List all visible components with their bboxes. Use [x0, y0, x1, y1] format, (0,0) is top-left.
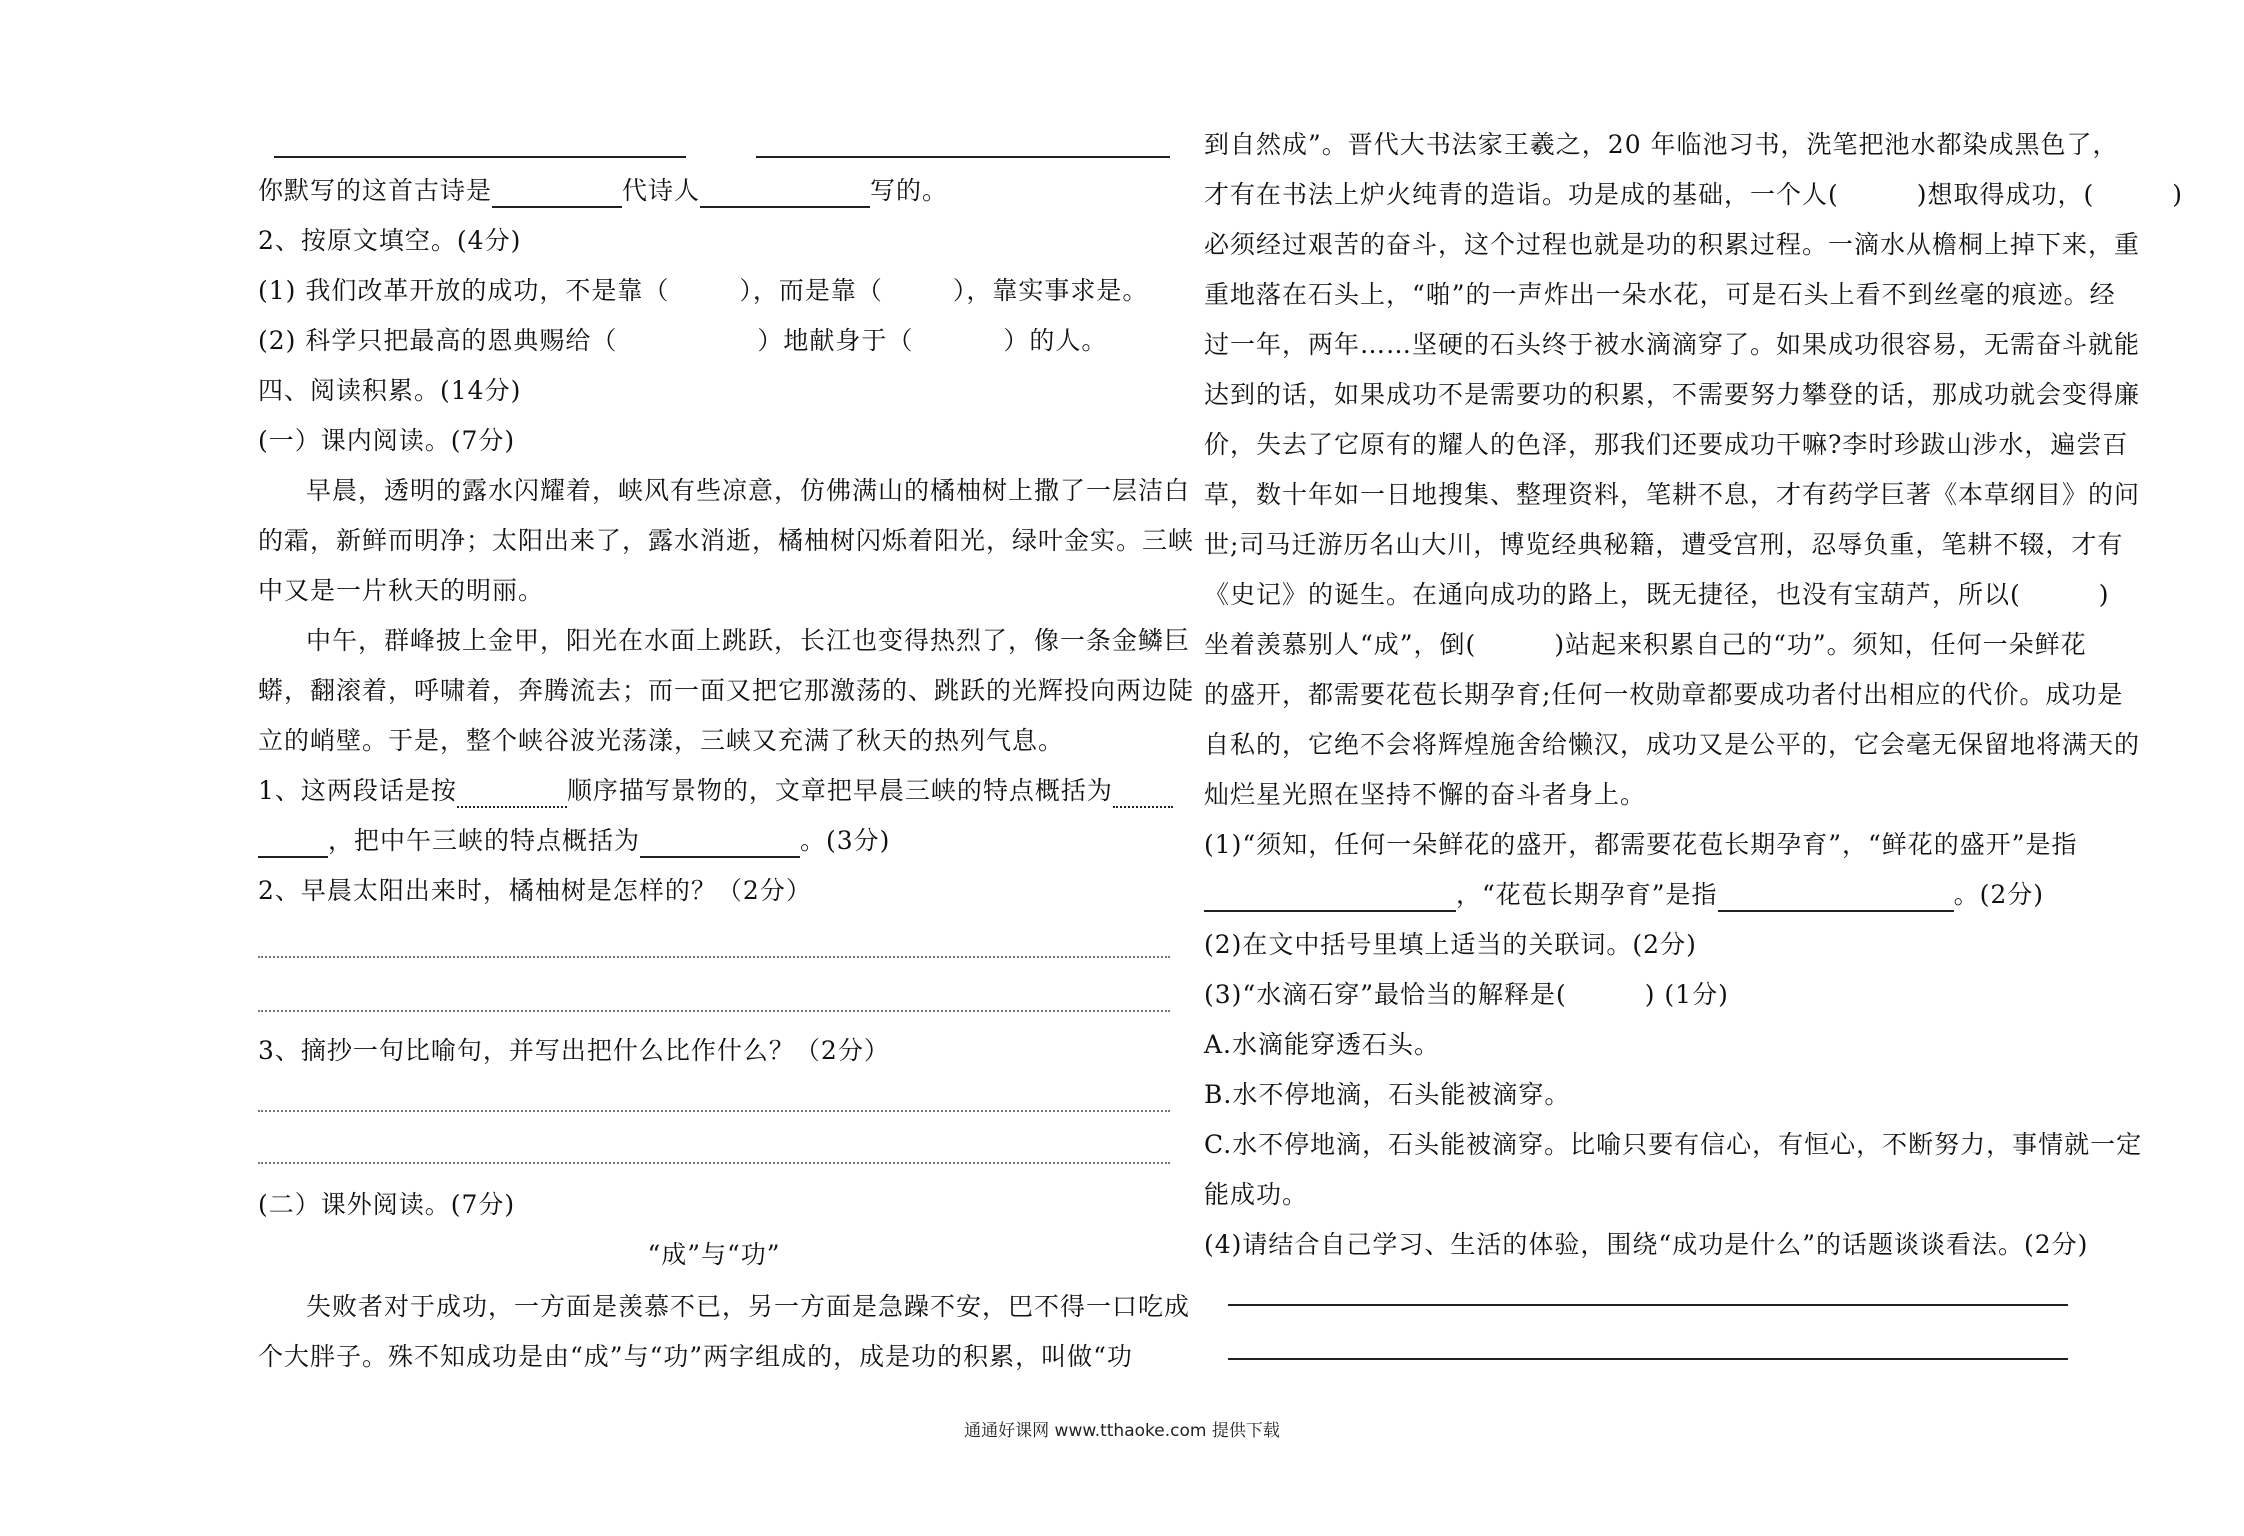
passage-2-cont-line: 《史记》的诞生。在通向成功的路上，既无捷径，也没有宝葫芦，所以( )	[1204, 580, 2110, 609]
answer-line	[1228, 1304, 2068, 1306]
section-4-title: 四、阅读积累。(14分)	[258, 376, 522, 405]
answer-line	[258, 956, 1170, 958]
answer-blank	[1718, 882, 1954, 912]
passage-2-cont-line: 坐着羡慕别人“成”，倒( )站起来积累自己的“功”。须知，任何一朵鲜花	[1204, 630, 2087, 659]
question-3: 3、摘抄一句比喻句，并写出把什么比作什么？（2分）	[258, 1036, 890, 1065]
answer-line	[1228, 1358, 2068, 1360]
part-1-title: (一）课内阅读。(7分)	[258, 426, 516, 455]
answer-blank	[1113, 778, 1173, 808]
passage-2-cont-line: 过一年，两年……坚硬的石头终于被水滴滴穿了。如果成功很容易，无需奋斗就能	[1204, 330, 2141, 359]
answer-blank	[492, 178, 622, 208]
question-2: 2、早晨太阳出来时，橘柚树是怎样的？（2分）	[258, 876, 812, 905]
answer-blank	[258, 828, 328, 858]
passage-2-cont-line: 达到的话，如果成功不是需要功的积累，不需要努力攀登的话，那成功就会变得廉	[1204, 380, 2141, 409]
passage-2-cont-line: 到自然成”。晋代大书法家王羲之，20 年临池习书，洗笔把池水都染成黑色了，	[1204, 130, 2119, 159]
option-c-cont: 能成功。	[1204, 1180, 1309, 1209]
passage-2-cont-line: 的盛开，都需要花苞长期孕育;任何一枚勋章都要成功者付出相应的代价。成功是	[1204, 680, 2124, 709]
passage-2-line: 个大胖子。殊不知成功是由“成”与“功”两字组成的，成是功的积累，叫做“功	[258, 1342, 1133, 1371]
answer-line	[258, 1010, 1170, 1012]
article-title: “成”与“功”	[647, 1240, 781, 1269]
question-a3: (3)“水滴石穿”最恰当的解释是( ) (1分)	[1204, 980, 1729, 1009]
passage-2-cont-line: 草，数十年如一日地搜集、整理资料，笔耕不息，才有药学巨著《本草纲目》的问	[1204, 480, 2141, 509]
part-2-title: (二）课外阅读。(7分)	[258, 1190, 516, 1219]
passage-1-line: 中午，群峰披上金甲，阳光在水面上跳跃，长江也变得热烈了，像一条金鳞巨	[306, 626, 1191, 655]
passage-2-cont-line: 灿烂星光照在坚持不懈的奋斗者身上。	[1204, 780, 1647, 809]
passage-2-cont-line: 必须经过艰苦的奋斗，这个过程也就是功的积累过程。一滴水从檐桐上掉下来，重	[1204, 230, 2141, 259]
answer-line	[258, 1110, 1170, 1112]
answer-blank	[1204, 882, 1456, 912]
passage-2-cont-line: 才有在书法上炉火纯青的造诣。功是成的基础，一个人( )想取得成功，( )	[1204, 180, 2184, 209]
answer-blank	[457, 778, 567, 808]
option-c: C.水不停地滴，石头能被滴穿。比喻只要有信心，有恒心，不断努力，事情就一定	[1204, 1130, 2143, 1159]
poem-question: 你默写的这首古诗是 代诗人 写的。	[258, 174, 948, 208]
question-a2: (2)在文中括号里填上适当的关联词。(2分)	[1204, 930, 1697, 959]
passage-1-line: 蟒，翻滚着，呼啸着，奔腾流去；而一面又把它那激荡的、跳跃的光辉投向两边陡	[258, 676, 1195, 705]
passage-1-line: 早晨，透明的露水闪耀着，峡风有些凉意，仿佛满山的橘柚树上撒了一层洁白	[306, 476, 1191, 505]
question-1-cont: ，把中午三峡的特点概括为 。(3分)	[258, 824, 890, 858]
poem-answer-line-1	[274, 156, 686, 158]
question-1: 1、这两段话是按 顺序描写景物的，文章把早晨三峡的特点概括为	[258, 774, 1173, 808]
question-a1: (1)“须知，任何一朵鲜花的盛开，都需要花苞长期孕育”，“鲜花的盛开”是指	[1204, 830, 2078, 859]
passage-2-cont-line: 世;司马迁游历名山大川，博览经典秘籍，遭受宫刑，忍辱负重，笔耕不辍，才有	[1204, 530, 2124, 559]
question-a1-cont: ，“花苞长期孕育”是指 。(2分)	[1204, 878, 2044, 912]
question-2-2: (2) 科学只把最高的恩典赐给（ ）地献身于（ ）的人。	[258, 326, 1108, 355]
question-a4: (4)请结合自己学习、生活的体验，围绕“成功是什么”的话题谈谈看法。(2分)	[1204, 1230, 2089, 1259]
answer-line	[258, 1162, 1170, 1164]
passage-1-line: 立的峭壁。于是，整个峡谷波光荡漾，三峡又充满了秋天的热列气息。	[258, 726, 1065, 755]
passage-1-line: 的霜，新鲜而明净；太阳出来了，露水消逝，橘柚树闪烁着阳光，绿叶金实。三峡	[258, 526, 1195, 555]
footer-source: 通通好课网 www.tthaoke.com 提供下载	[964, 1421, 1280, 1441]
answer-blank	[700, 178, 870, 208]
option-a: A.水滴能穿透石头。	[1204, 1030, 1441, 1059]
poem-answer-line-2	[756, 156, 1170, 158]
passage-2-line: 失败者对于成功，一方面是羡慕不已，另一方面是急躁不安，巴不得一口吃成	[306, 1292, 1191, 1321]
answer-blank	[640, 828, 800, 858]
question-2-1: (1) 我们改革开放的成功，不是靠（ ），而是靠（ ），靠实事求是。	[258, 276, 1149, 305]
passage-2-cont-line: 重地落在石头上，“啪”的一声炸出一朵水花，可是石头上看不到丝毫的痕迹。经	[1204, 280, 2116, 309]
option-b: B.水不停地滴，石头能被滴穿。	[1204, 1080, 1571, 1109]
passage-2-cont-line: 价，失去了它原有的耀人的色泽，那我们还要成功干嘛?李时珍跋山涉水，遍尝百	[1204, 430, 2129, 459]
passage-2-cont-line: 自私的，它绝不会将辉煌施舍给懒汉，成功又是公平的，它会毫无保留地将满天的	[1204, 730, 2141, 759]
passage-1-line: 中又是一片秋天的明丽。	[258, 576, 545, 605]
question-2-title: 2、按原文填空。(4分)	[258, 226, 522, 255]
